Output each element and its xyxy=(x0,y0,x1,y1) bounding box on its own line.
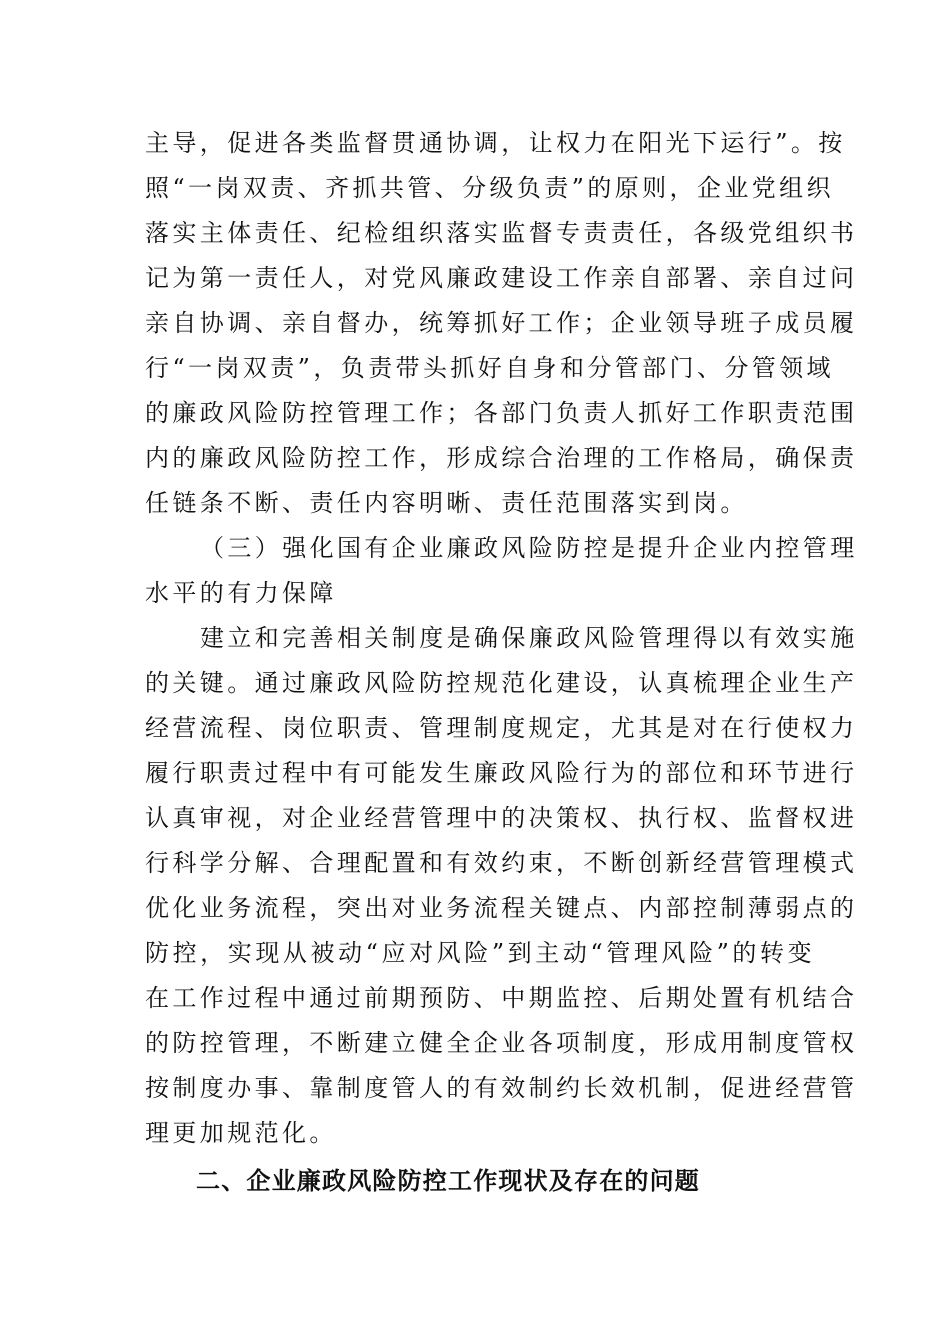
paragraph-line: 按制度办事、靠制度管人的有效制约长效机制，促进经营管 xyxy=(145,1074,858,1102)
paragraph-line: 内的廉政风险防控工作，形成综合治理的工作格局，确保责 xyxy=(145,444,858,472)
paragraph-line: 行科学分解、合理配置和有效约束，不断创新经营管理模式 xyxy=(145,849,858,877)
paragraph-line: 照“一岗双责、齐抓共管、分级负责”的原则，企业党组织 xyxy=(145,174,834,202)
paragraph-line: 履行职责过程中有可能发生廉政风险行为的部位和环节进行 xyxy=(145,759,858,787)
paragraph-line: 认真审视，对企业经营管理中的决策权、执行权、监督权进 xyxy=(145,804,858,832)
subsection-heading: （三）强化国有企业廉政风险防控是提升企业内控管理 xyxy=(200,534,858,562)
subsection-heading-continued: 水平的有力保障 xyxy=(145,579,337,607)
paragraph-line: 行“一岗双责”，负责带头抓好自身和分管部门、分管领域 xyxy=(145,354,834,382)
paragraph-line: 的防控管理，不断建立健全企业各项制度，形成用制度管权 xyxy=(145,1029,858,1057)
paragraph-line: 优化业务流程，突出对业务流程关键点、内部控制薄弱点的 xyxy=(145,894,858,922)
paragraph-line: 的廉政风险防控管理工作；各部门负责人抓好工作职责范围 xyxy=(145,399,858,427)
paragraph-line: 建立和完善相关制度是确保廉政风险管理得以有效实施 xyxy=(200,624,858,652)
paragraph-line: 理更加规范化。 xyxy=(145,1119,337,1147)
paragraph-line: 经营流程、岗位职责、管理制度规定，尤其是对在行使权力 xyxy=(145,714,858,742)
paragraph-line: 亲自协调、亲自督办，统筹抓好工作；企业领导班子成员履 xyxy=(145,309,858,337)
paragraph-line: 主导，促进各类监督贯通协调，让权力在阳光下运行”。按 xyxy=(145,129,846,157)
paragraph-line: 在工作过程中通过前期预防、中期监控、后期处置有机结合 xyxy=(145,984,858,1012)
paragraph-line: 落实主体责任、纪检组织落实监督专责责任，各级党组织书 xyxy=(145,219,858,247)
paragraph-line: 防控，实现从被动“应对风险”到主动“管理风险”的转变 xyxy=(145,939,815,967)
paragraph-line: 记为第一责任人，对党风廉政建设工作亲自部署、亲自过问 xyxy=(145,264,858,292)
section-heading: 二、企业廉政风险防控工作现状及存在的问题 xyxy=(196,1167,700,1195)
paragraph-line: 任链条不断、责任内容明晰、责任范围落实到岗。 xyxy=(145,489,748,517)
paragraph-line: 的关键。通过廉政风险防控规范化建设，认真梳理企业生产 xyxy=(145,669,858,697)
